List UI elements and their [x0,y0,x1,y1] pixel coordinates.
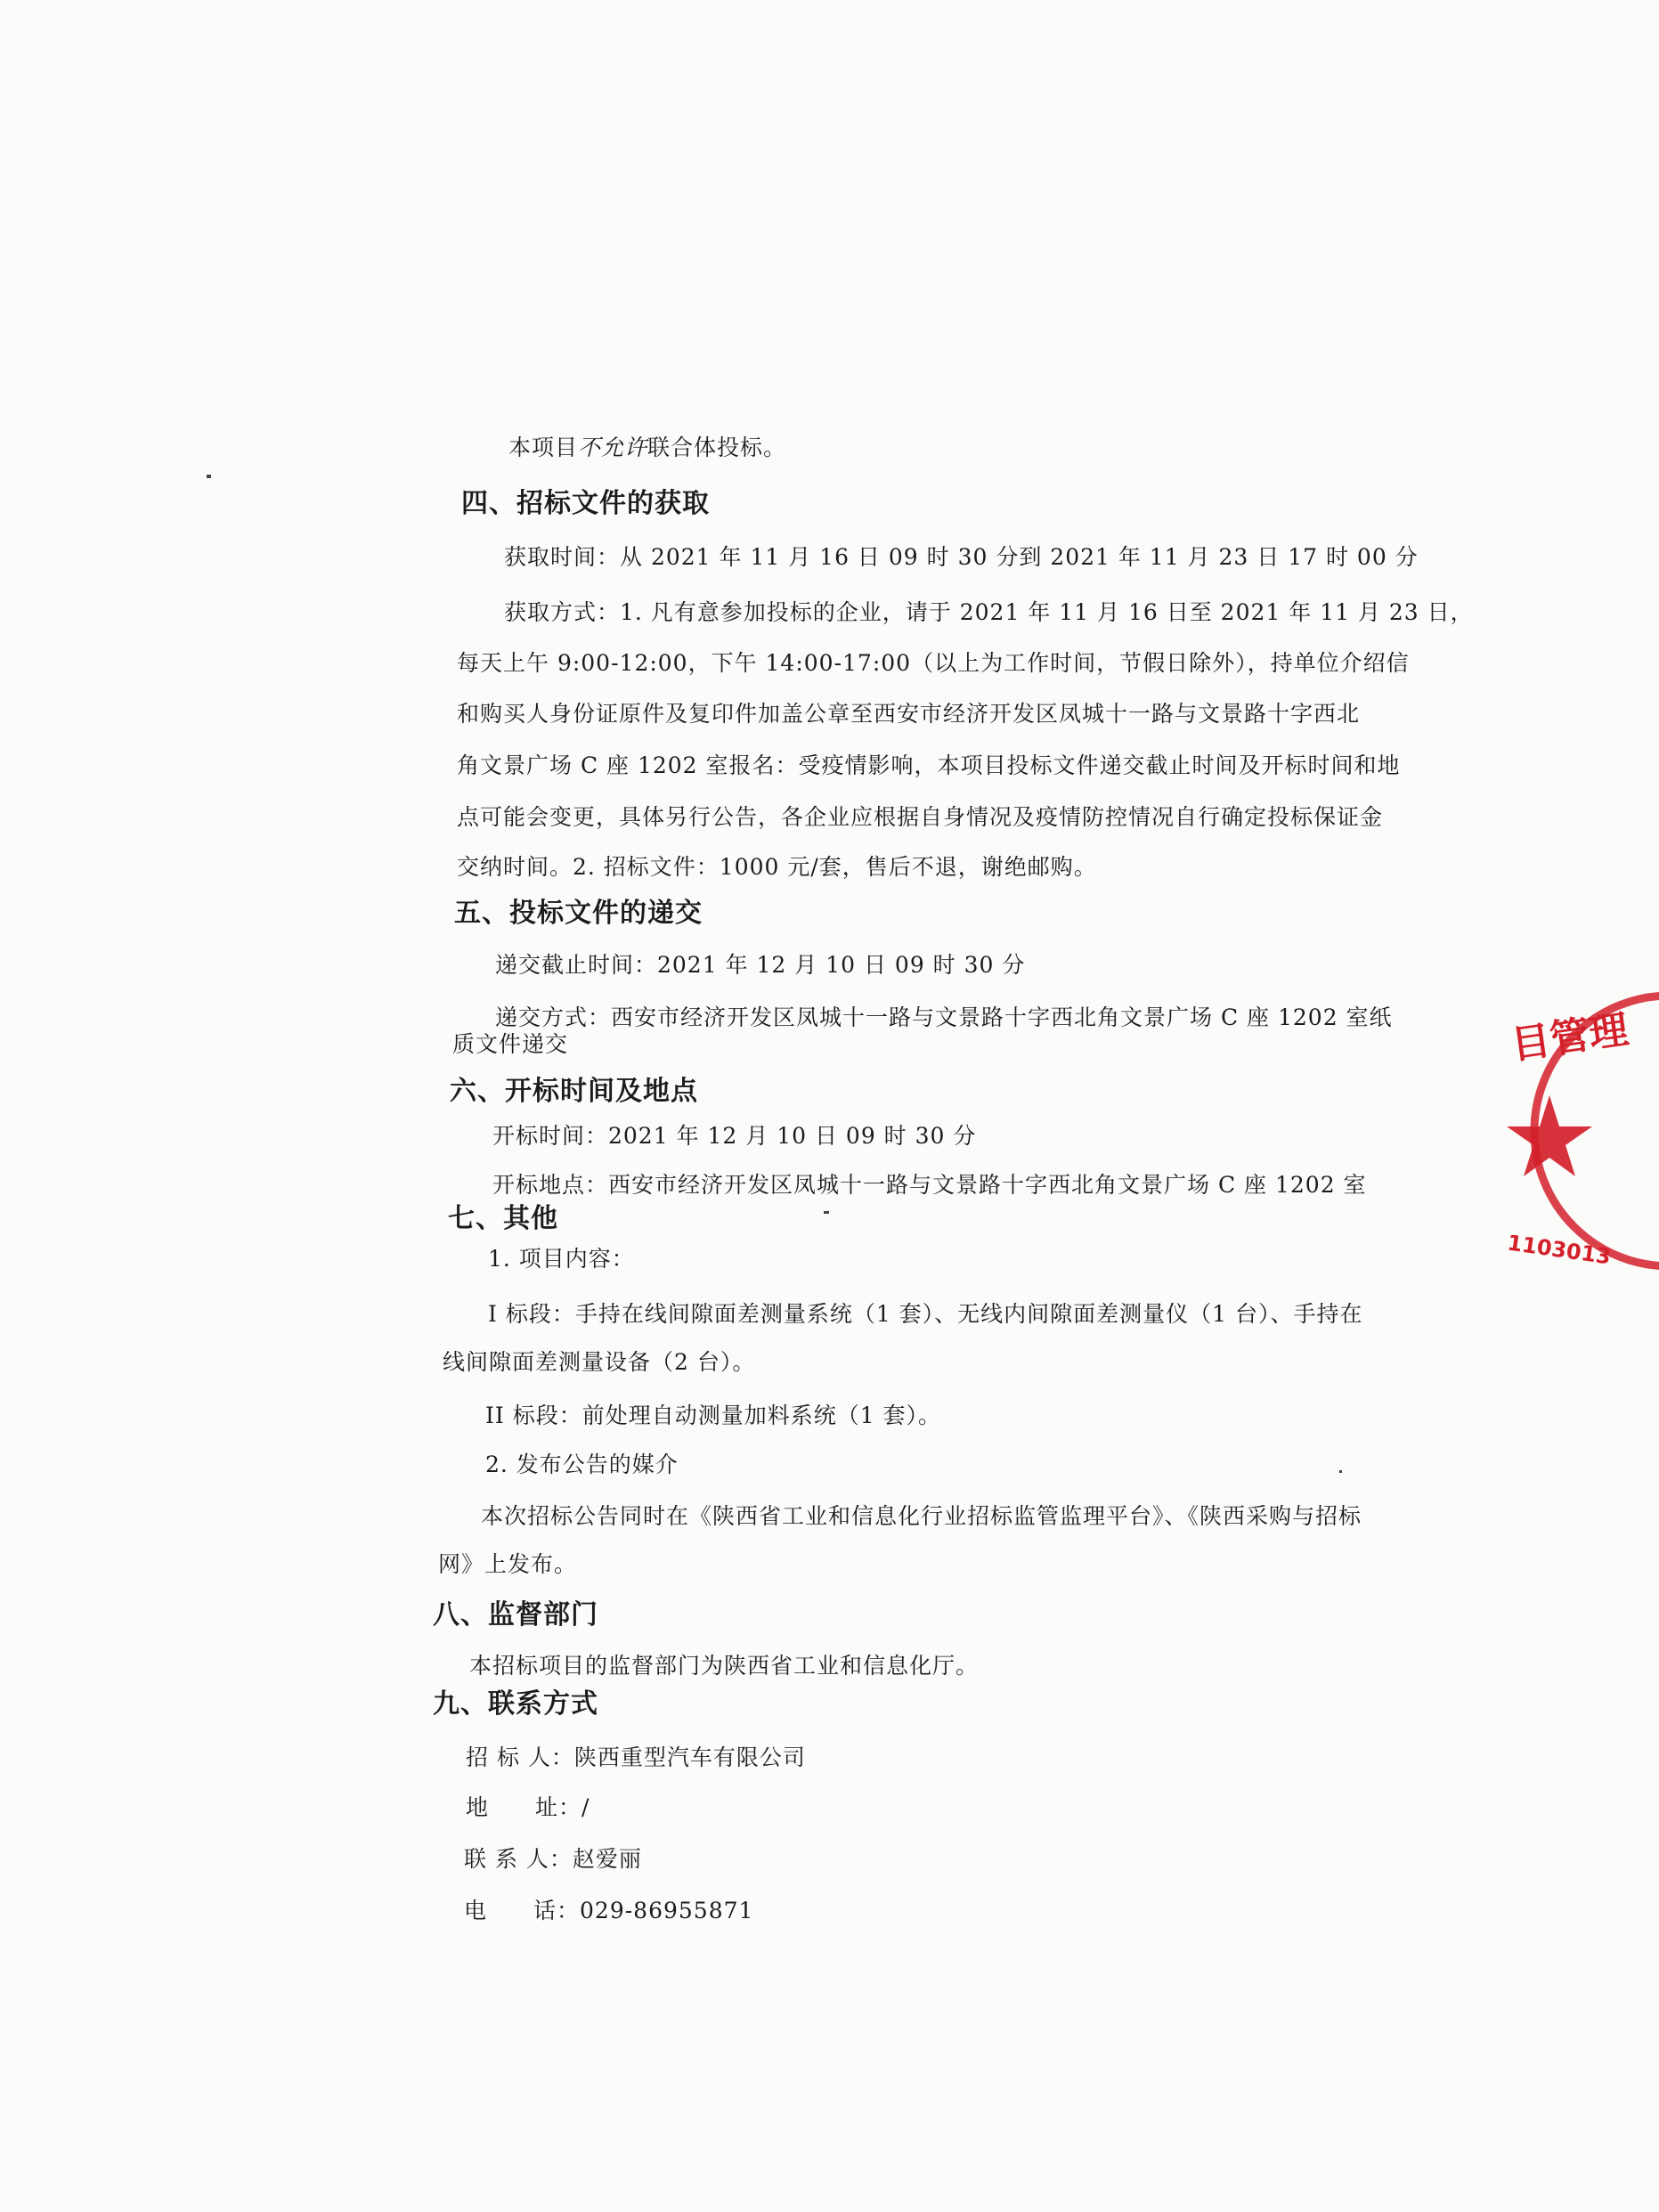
star-icon [1507,1095,1592,1176]
acquire-method-line: 点可能会变更，具体另行公告，各企业应根据自身情况及疫情防控情况自行确定投标保证金 [457,804,1384,830]
consortium-post: 联合体投标。 [647,435,787,460]
contact-row-phone [464,1893,753,1925]
seal-graphic [1496,984,1659,1278]
media-line: 本次招标公告同时在《陕西省工业和信息化行业招标监管监理平台》、《陕西采购与招标 [481,1503,1362,1529]
scan-speck [207,475,211,478]
official-seal [1496,984,1659,1278]
acquire-method-line: 交纳时间。2. 招标文件：1000 元/套，售后不退，谢绝邮购。 [457,854,1097,880]
supervision-text: 本招标项目的监督部门为陕西省工业和信息化厅。 [469,1653,980,1679]
consortium-emphasis: 不允许 [578,435,648,460]
consortium-line [508,430,786,462]
contact-label: 招 标 人： [466,1744,574,1770]
seal-text-top: 目管理 [1508,1006,1631,1069]
other-item-2: 2. 发布公告的媒介 [485,1452,679,1477]
acquire-method-line: 和购买人身份证原件及复印件加盖公章至西安市经济开发区凤城十一路与文景路十字西北 [457,701,1361,727]
contact-label: 电 话： [464,1898,581,1923]
scan-speck [1339,1470,1342,1473]
consortium-pre: 本项目 [508,435,579,460]
section-9-title: 九、联系方式 [433,1688,598,1720]
lot-1: I 标段：手持在线间隙面差测量系统（1 套）、无线内间隙面差测量仪（1 台）、手持在 [488,1301,1363,1327]
acquire-method-line: 获取方式：1. 凡有意参加投标的企业，请于 2021 年 11 月 16 日至 2021 年 11 月 23 日， [504,599,1474,625]
section-8-title: 八、监督部门 [433,1599,598,1631]
submit-method-cont: 质文件递交 [452,1031,569,1057]
opening-time: 开标时间：2021 年 12 月 10 日 09 时 30 分 [492,1123,977,1149]
lot-1-cont: 线间隙面差测量设备（2 台）。 [443,1349,756,1375]
section-7-title: 七、其他 [448,1203,558,1234]
contact-label: 地 址： [466,1794,582,1820]
submit-method: 递交方式：西安市经济开发区凤城十一路与文景路十字西北角文景广场 C 座 1202 室纸 [495,1004,1393,1030]
submit-deadline: 递交截止时间：2021 年 12 月 10 日 09 时 30 分 [495,952,1026,978]
lot-2: II 标段：前处理自动测量加料系统（1 套）。 [485,1403,942,1428]
acquire-method-line: 角文景广场 C 座 1202 室报名：受疫情影响，本项目投标文件递交截止时间及开标时间和地 [457,752,1401,778]
contact-label: 联 系 人： [464,1846,573,1872]
contact-value: 陕西重型汽车有限公司 [573,1744,806,1770]
section-6-title: 六、开标时间及地点 [450,1076,698,1107]
contact-value: 赵爱丽 [572,1846,642,1872]
contact-value: / [581,1794,590,1820]
contact-row-tenderer [466,1740,806,1772]
acquire-time: 获取时间：从 2021 年 11 月 16 日 09 时 30 分到 2021 年 11 月 23 日 17 时 00 分 [504,544,1419,570]
contact-row-address [466,1790,590,1822]
media-line-cont: 网》上发布。 [438,1551,578,1577]
section-4-title: 四、招标文件的获取 [461,488,710,519]
other-item-1: 1. 项目内容： [488,1246,635,1272]
seal-text-bottom: 1103013 [1505,1230,1613,1270]
acquire-method-line: 每天上午 9:00-12:00，下午 14:00-17:00（以上为工作时间，节假日除外），持单位介绍信 [457,650,1410,676]
scan-speck [824,1211,829,1214]
opening-place: 开标地点：西安市经济开发区凤城十一路与文景路十字西北角文景广场 C 座 1202 室 [492,1172,1367,1198]
contact-row-person [464,1842,642,1874]
contact-value: 029-86955871 [580,1898,754,1923]
section-5-title: 五、投标文件的递交 [454,898,703,929]
